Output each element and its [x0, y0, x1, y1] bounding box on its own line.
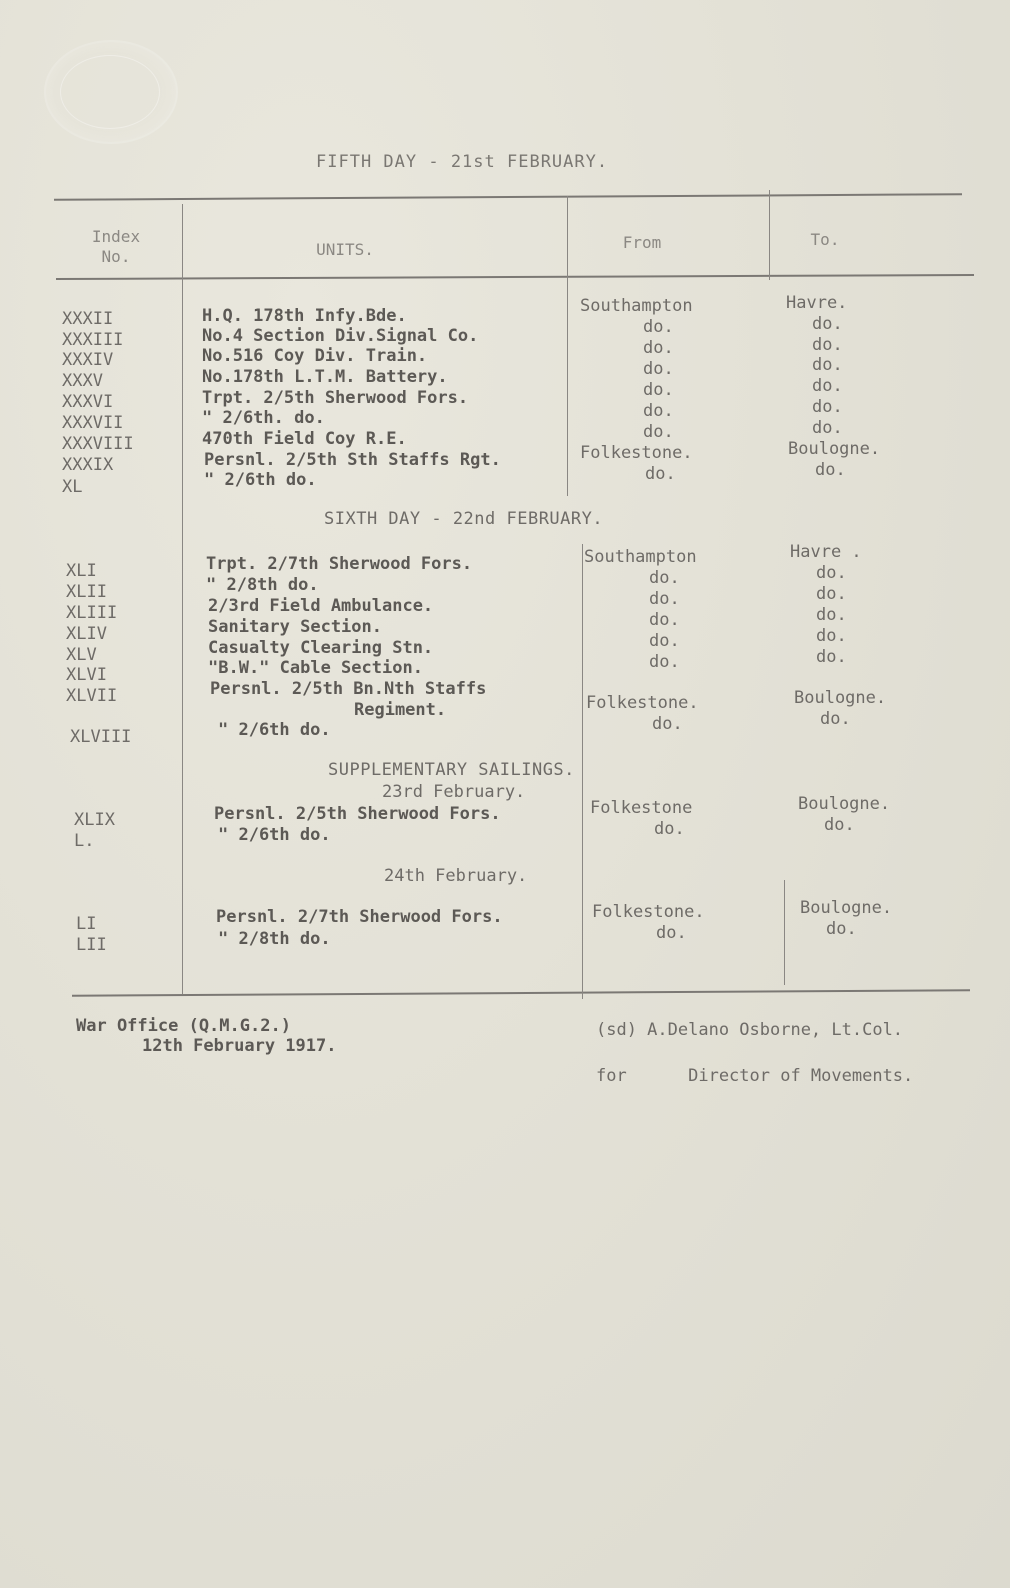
column-divider-units-lower: [582, 544, 583, 999]
index-no: XXXVII: [62, 413, 124, 433]
to-port: Havre .: [790, 542, 862, 562]
index-no: XXXVIII: [62, 434, 134, 454]
from-port: Folkestone.: [586, 693, 699, 713]
unit-name: H.Q. 178th Infy.Bde.: [202, 306, 407, 326]
from-port: Folkestone: [590, 798, 693, 818]
index-no: XXXIV: [62, 350, 114, 370]
from-port: do.: [643, 338, 674, 358]
unit-name: Trpt. 2/5th Sherwood Fors.: [202, 388, 469, 408]
index-no: XLI: [66, 561, 97, 581]
to-port: do.: [826, 919, 857, 939]
unit-name: Casualty Clearing Stn.: [208, 638, 434, 658]
unit-name: " 2/6th do.: [204, 470, 317, 490]
unit-name: Persnl. 2/5th Bn.Nth Staffs: [210, 679, 487, 699]
to-port: do.: [815, 460, 846, 480]
to-port: do.: [816, 563, 847, 583]
column-divider-index: [182, 204, 183, 994]
index-no: XXXVI: [62, 392, 114, 412]
from-port: Folkestone.: [580, 443, 693, 463]
index-no: XXXIX: [62, 455, 114, 475]
embossed-seal-inner: [60, 55, 160, 129]
unit-name: " 2/6th. do.: [202, 408, 325, 428]
from-port: do.: [643, 422, 674, 442]
to-port: do.: [812, 355, 843, 375]
from-port: Southampton: [584, 547, 697, 567]
index-no: XLIV: [66, 624, 107, 644]
to-port: Havre.: [786, 293, 848, 313]
unit-name: No.4 Section Div.Signal Co.: [202, 326, 479, 346]
to-port: do.: [824, 815, 855, 835]
from-port: do.: [649, 568, 680, 588]
to-port: Boulogne.: [800, 898, 893, 918]
unit-name-continued: Regiment.: [354, 700, 447, 720]
column-divider-from-lower: [784, 880, 785, 985]
document-title: FIFTH DAY - 21st FEBRUARY.: [316, 152, 609, 172]
index-no: XXXII: [62, 309, 114, 329]
feb23-title: 23rd February.: [382, 782, 526, 802]
index-no: XXXIII: [62, 330, 124, 350]
to-port: do.: [816, 626, 847, 646]
unit-name: No.178th L.T.M. Battery.: [202, 367, 448, 387]
index-no: XXXV: [62, 371, 103, 391]
to-port: do.: [812, 376, 843, 396]
column-divider-from: [769, 190, 770, 280]
supplementary-title: SUPPLEMENTARY SAILINGS.: [328, 760, 575, 780]
to-port: do.: [820, 709, 851, 729]
unit-name: Trpt. 2/7th Sherwood Fors.: [206, 554, 473, 574]
from-port: do.: [645, 464, 676, 484]
from-port: do.: [643, 359, 674, 379]
from-port: do.: [649, 652, 680, 672]
to-port: do.: [816, 647, 847, 667]
index-no: LII: [76, 935, 107, 955]
index-no: XLII: [66, 582, 107, 602]
from-port: do.: [643, 380, 674, 400]
unit-name: "B.W." Cable Section.: [208, 658, 423, 678]
from-port: do.: [652, 714, 683, 734]
unit-name: Persnl. 2/5th Sth Staffs Rgt.: [204, 450, 501, 470]
index-no: XLIII: [66, 603, 118, 623]
unit-name: " 2/8th do.: [218, 929, 331, 949]
unit-name: 470th Field Coy R.E.: [202, 429, 407, 449]
from-port: do.: [654, 819, 685, 839]
from-port: do.: [656, 923, 687, 943]
from-port: do.: [649, 610, 680, 630]
to-port: do.: [812, 314, 843, 334]
index-no: L.: [74, 831, 95, 851]
to-port: do.: [812, 418, 843, 438]
sixth-day-title: SIXTH DAY - 22nd FEBRUARY.: [324, 509, 604, 529]
index-no: LI: [76, 914, 97, 934]
unit-name: Sanitary Section.: [208, 617, 382, 637]
feb24-title: 24th February.: [384, 866, 528, 886]
from-port: Folkestone.: [592, 902, 705, 922]
index-no: XL: [62, 477, 83, 497]
header-from: From: [622, 233, 662, 252]
header-index: Index No.: [91, 227, 141, 266]
column-divider-units: [567, 196, 568, 496]
issuing-office: War Office (Q.M.G.2.): [76, 1016, 291, 1036]
header-to: To.: [810, 230, 840, 249]
unit-name: 2/3rd Field Ambulance.: [208, 596, 434, 616]
header-units: UNITS.: [316, 240, 374, 259]
unit-name: No.516 Coy Div. Train.: [202, 346, 428, 366]
to-port: do.: [816, 584, 847, 604]
from-port: Southampton: [580, 296, 693, 316]
to-port: Boulogne.: [794, 688, 887, 708]
unit-name: " 2/8th do.: [206, 575, 319, 595]
to-port: do.: [812, 397, 843, 417]
from-port: do.: [649, 589, 680, 609]
unit-name: Persnl. 2/7th Sherwood Fors.: [216, 907, 503, 927]
to-port: do.: [812, 335, 843, 355]
to-port: do.: [816, 605, 847, 625]
unit-name: Persnl. 2/5th Sherwood Fors.: [214, 804, 501, 824]
from-port: do.: [649, 631, 680, 651]
from-port: do.: [643, 401, 674, 421]
for-director-line: for Director of Movements.: [596, 1066, 914, 1086]
unit-name: " 2/6th do.: [218, 720, 331, 740]
issue-date: 12th February 1917.: [142, 1036, 337, 1056]
index-no: XLVIII: [70, 727, 132, 747]
index-no: XLVI: [66, 665, 107, 685]
index-no: XLVII: [66, 686, 118, 706]
index-no: XLV: [66, 645, 97, 665]
to-port: Boulogne.: [788, 439, 881, 459]
unit-name: " 2/6th do.: [218, 825, 331, 845]
to-port: Boulogne.: [798, 794, 891, 814]
signature-line: (sd) A.Delano Osborne, Lt.Col.: [596, 1020, 904, 1040]
index-no: XLIX: [74, 810, 115, 830]
from-port: do.: [643, 317, 674, 337]
